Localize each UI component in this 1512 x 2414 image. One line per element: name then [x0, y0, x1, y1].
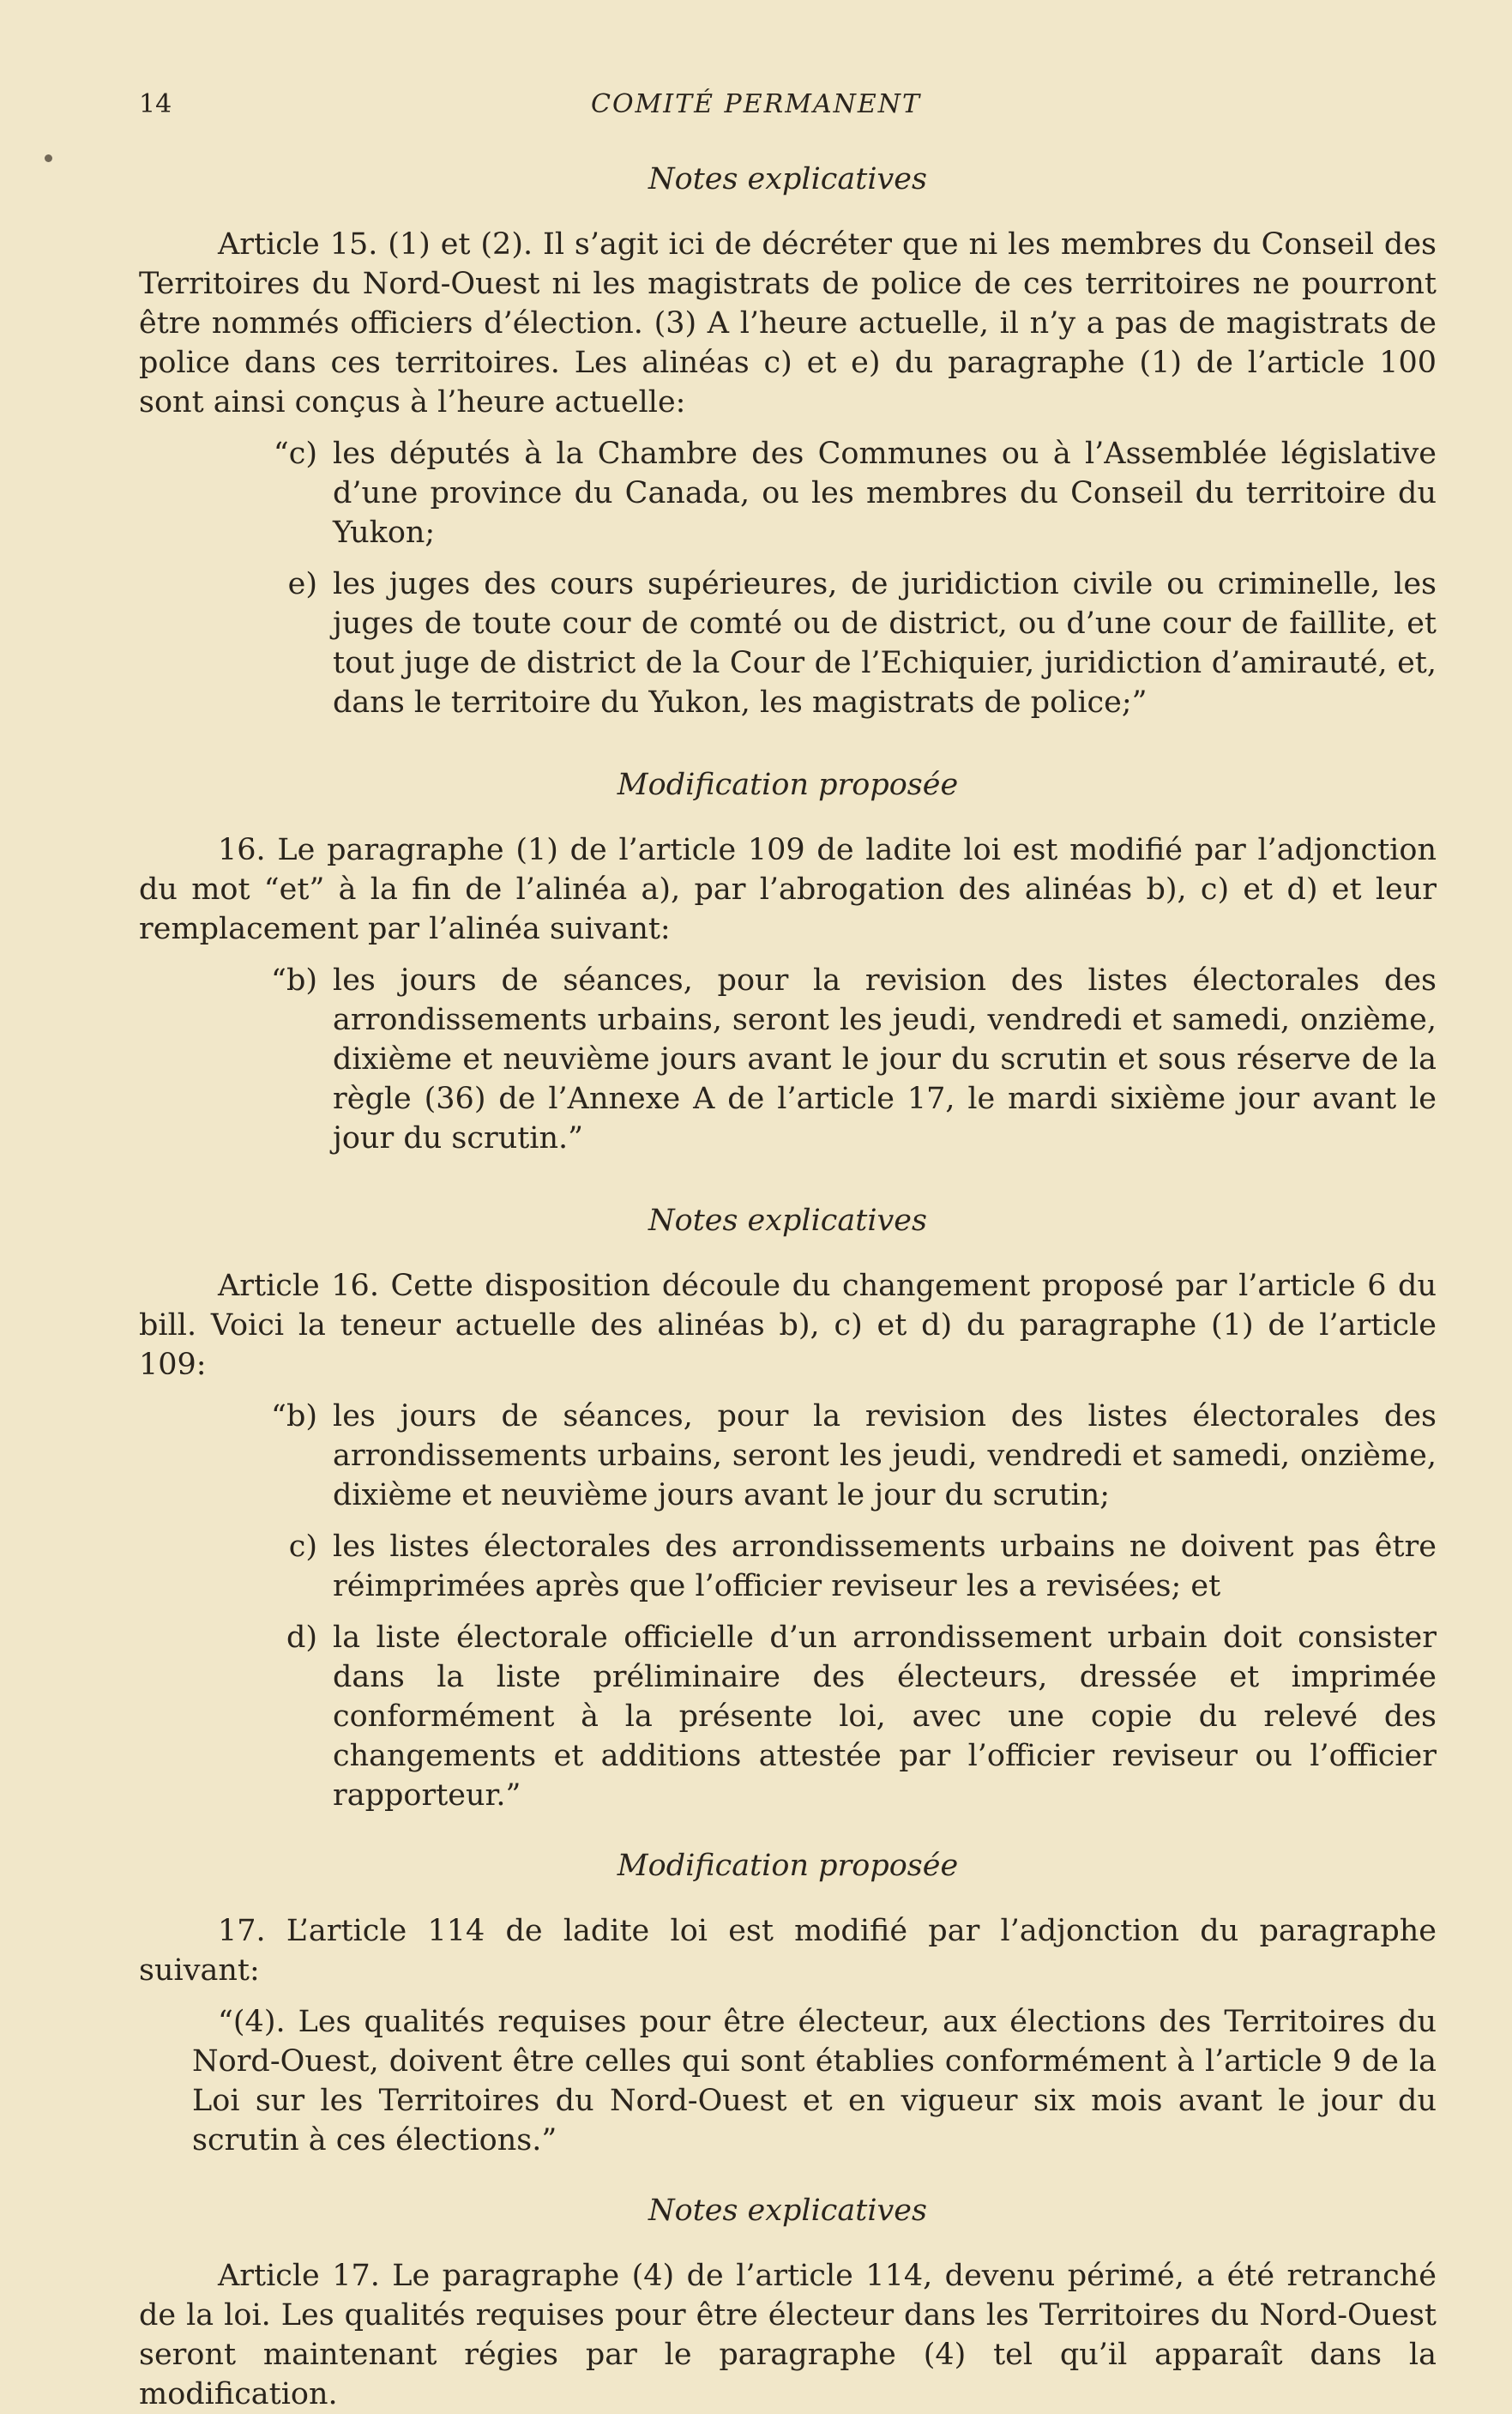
section-heading-modification-16: Modification proposée: [617, 768, 959, 802]
item-text: les juges des cours supérieures, de juridiction civile ou criminelle, les juges de toute cour de comté ou de district, ou d’une cour de faillite, et tout juge de district de la Cour de l’Echiquier, juridiction d’amirauté, et, dans le territoire du Yukon, les magistrats de police;”: [333, 567, 1437, 720]
notes-17-paragraph: Article 17. Le paragraphe (4) de l’article 114, devenu périmé, a été retranché de la loi. Les qualités requises pour être électeur dans les Territoires du Nord-Ouest seront maintenant régies par le paragraphe (4) tel qu’il apparaît dans la modification.: [139, 2259, 1437, 2411]
item-text: les députés à la Chambre des Communes ou à l’Assemblée législative d’une province du Canada, ou les membres du Conseil du territoire du Yukon;: [333, 437, 1437, 550]
page-content: [139, 160, 1437, 2414]
running-title: COMITÉ PERMANENT: [590, 89, 922, 119]
quoted-item: [240, 961, 1437, 1158]
quoted-item: [240, 1397, 1437, 1515]
section-heading-notes-16: Notes explicatives: [648, 1204, 927, 1238]
page-number: 14: [139, 89, 172, 119]
item-marker: “c): [273, 437, 317, 471]
item-text: les listes électorales des arrondissements urbains ne doivent pas être réimprimées après que l’officier reviseur les a revisées; et: [333, 1530, 1437, 1603]
item-marker: “b): [271, 963, 317, 998]
running-head: [139, 89, 1373, 127]
quoted-item: [240, 1527, 1437, 1606]
quoted-paragraph: “(4). Les qualités requises pour être électeur, aux élections des Territoires du Nord-Ouest, doivent être celles qui sont établies conformément à l’article 9 de la Loi sur les Territoires du Nord-Ouest et en vigueur six mois avant le jour du scrutin à ces élections.”: [192, 2005, 1437, 2158]
section-heading-notes-17: Notes explicatives: [648, 2194, 927, 2228]
item-marker: c): [288, 1530, 317, 1564]
item-marker: “b): [271, 1399, 317, 1433]
item-text: les jours de séances, pour la revision des listes électorales des arrondissements urbains, seront les jeudi, vendredi et samedi, onzième, dixième et neuvième jours avant le jour du scrutin et sous réserve de la règle (36) de l’Annexe A de l’article 17, le mardi sixième jour avant le jour du scrutin.”: [333, 963, 1437, 1156]
ink-speck: [45, 154, 52, 162]
quoted-item: [240, 564, 1437, 722]
item-text: les jours de séances, pour la revision des listes électorales des arrondissements urbains, seront les jeudi, vendredi et samedi, onzième, dixième et neuvième jours avant le jour du scrutin;: [333, 1399, 1437, 1512]
modification-16-paragraph: 16. Le paragraphe (1) de l’article 109 de ladite loi est modifié par l’adjonction du mot “et” à la fin de l’alinéa a), par l’abrogation des alinéas b), c) et d) et leur remplacement par l’alinéa suivant:: [139, 833, 1437, 946]
section-heading-notes-15: Notes explicatives: [648, 162, 927, 196]
quoted-item: [240, 1618, 1437, 1815]
section-heading-modification-17: Modification proposée: [617, 1849, 959, 1883]
item-marker: d): [286, 1620, 317, 1655]
modification-17-paragraph: 17. L’article 114 de ladite loi est modifié par l’adjonction du paragraphe suivant:: [139, 1914, 1437, 1988]
notes-15-paragraph: Article 15. (1) et (2). Il s’agit ici de décréter que ni les membres du Conseil des Territoires du Nord-Ouest ni les magistrats de police de ces territoires ne pourront être nommés officiers d’élection. (3) A l’heure actuelle, il n’y a pas de magistrats de police dans ces territoires. Les alinéas c) et e) du paragraphe (1) de l’article 100 sont ainsi conçus à l’heure actuelle:: [139, 227, 1437, 419]
notes-16-paragraph: Article 16. Cette disposition découle du changement proposé par l’article 6 du bill. Voici la teneur actuelle des alinéas b), c) et d) du paragraphe (1) de l’article 109:: [139, 1269, 1437, 1382]
quoted-item: [240, 434, 1437, 552]
item-marker: e): [287, 567, 317, 601]
item-text: la liste électorale officielle d’un arrondissement urbain doit consister dans la liste préliminaire des électeurs, dressée et imprimée conformément à la présente loi, avec une copie du relevé des changements et additions attestée par l’officier reviseur ou l’officier rapporteur.”: [333, 1620, 1437, 1813]
